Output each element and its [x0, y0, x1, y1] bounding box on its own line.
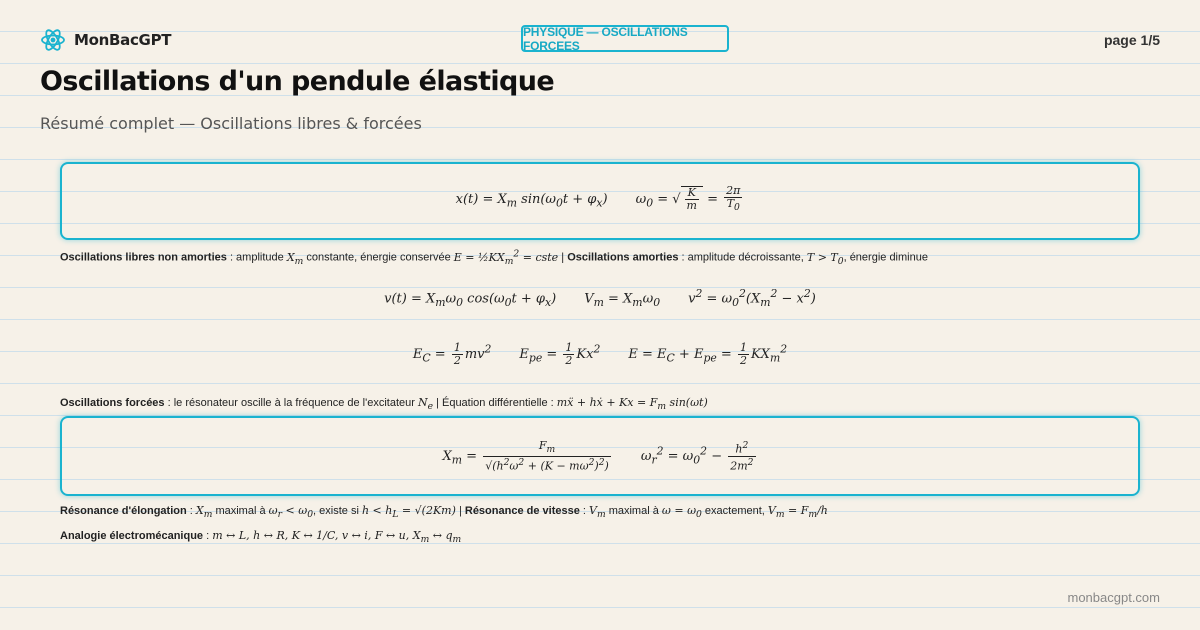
equation-velocity: $v(t) = X_m\omega_0$ $\cos(\omega_0t + \varphi_x) V_m = X_m\omega_0$ $v^2 = \omega_0^2(X_m^2 - x^2)$ [384, 287, 816, 309]
equation-motion: $x(t) = X_m$ $\sin(\omega_0t + \varphi_x) \omega_0$ = √ $\frac{K}{m}$ = $\frac{2\pi}{T_0}$ [455, 184, 741, 214]
page-title: Oscillations d'un pendule élastique [40, 66, 555, 97]
page-subtitle: Résumé complet — Oscillations libres & forcées [40, 114, 422, 133]
page-indicator: page 1/5 [1103, 32, 1160, 48]
topic-badge: PHYSIQUE — OSCILLATIONS FORCEES [521, 25, 729, 52]
atom-icon [40, 27, 66, 53]
note-analogie: Analogie électromécanique : m ↔ L, h ↔ R, K ↔ 1/C, v ↔ i, F ↔ u, $X_m$ ↔ $q_m$ [60, 529, 462, 546]
equation-energy: $E_C$ = $\frac{1}{2}$ $mv^2$ $E_{pe}$ = $\frac{1}{2}$ Kx$^2$ $E = E_C + E_{pe}$ = $\frac{1}{2}$ $KX_m^2$ [412, 341, 788, 367]
footer-url[interactable]: monbacgpt.com [1067, 590, 1160, 605]
brand-name: MonBacGPT [74, 31, 172, 49]
note-resonance: Résonance d'élongation : $X_m$ maximal à $\omega_r < \omega_0$, existe si $h < h_L = √(2Km)$ | Résonance de vitesse : $V_m$ maximal à $\omega = \omega_0$ exactement, $V_m = F_m/h$ [60, 504, 828, 521]
note-libres-amorties: Oscillations libres non amorties : amplitude $X_m$ constante, énergie conservée $E = \frac{1}{2}KX_m^2$ = cste | Oscillations amorties : amplitude décroissante, $T > T_0$, énergie diminue [60, 248, 928, 267]
brand[interactable] [40, 27, 171, 53]
note-forcees: Oscillations forcées : le résonateur oscille à la fréquence de l'excitateur $N_e$ | Équation différentielle : mẍ + hẋ + $Kx = F_m$ sin(ωt) [60, 396, 708, 413]
equation-amplitude: $X_m$ = $\frac{F_m}{√(h^2\omega^2 + (K - m\omega^2)^2)}$ $\omega_r^2 = \omega_0^2$ − $\frac{h^2}{2m^2}$ [442, 439, 754, 473]
